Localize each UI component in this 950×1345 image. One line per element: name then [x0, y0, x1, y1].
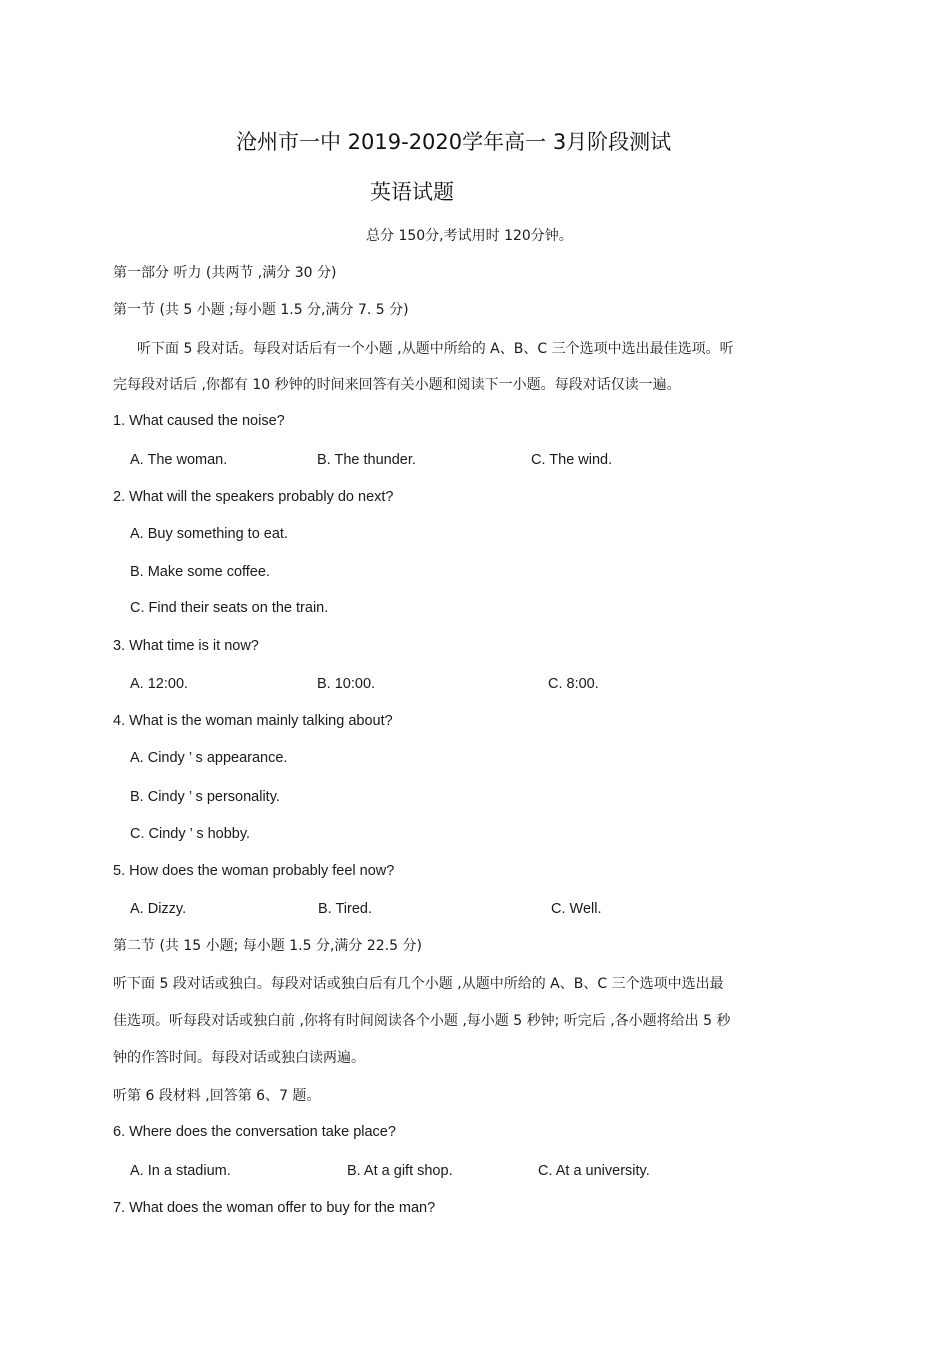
page-subtitle: 英语试题 — [370, 180, 454, 204]
q4-option-b: B. Cindy ’ s personality. — [130, 789, 280, 805]
question-3: 3. What time is it now? — [113, 638, 259, 654]
section1-heading: 第一节 (共 5 小题 ;每小题 1.5 分,满分 7. 5 分) — [113, 302, 409, 318]
q4-option-c: C. Cindy ’ s hobby. — [130, 826, 251, 842]
section2-heading: 第二节 (共 15 小题; 每小题 1.5 分,满分 22.5 分) — [113, 938, 422, 954]
q2-option-c: C. Find their seats on the train. — [130, 600, 329, 616]
section2-instruction-line3: 钟的作答时间。每段对话或独白读两遍。 — [113, 1050, 365, 1066]
q6-option-a: A. In a stadium. — [130, 1163, 231, 1179]
page-title: 沧州市一中 2019-2020学年高一 3月阶段测试 — [236, 130, 672, 154]
part1-heading: 第一部分 听力 (共两节 ,满分 30 分) — [113, 265, 337, 281]
material-note: 听第 6 段材料 ,回答第 6、7 题。 — [113, 1088, 321, 1104]
question-6: 6. Where does the conversation take place? — [113, 1124, 396, 1140]
q6-option-b: B. At a gift shop. — [347, 1163, 453, 1179]
q3-option-b: B. 10:00. — [317, 676, 376, 692]
q1-option-a: A. The woman. — [130, 452, 228, 468]
question-1: 1. What caused the noise? — [113, 413, 285, 429]
question-5: 5. How does the woman probably feel now? — [113, 863, 395, 879]
q2-option-b: B. Make some coffee. — [130, 564, 270, 580]
q3-option-a: A. 12:00. — [130, 676, 189, 692]
question-7: 7. What does the woman offer to buy for the man? — [113, 1200, 436, 1216]
q1-option-c: C. The wind. — [531, 452, 613, 468]
q3-option-c: C. 8:00. — [548, 676, 599, 692]
q4-option-a: A. Cindy ’ s appearance. — [130, 750, 288, 766]
q5-option-c: C. Well. — [551, 901, 602, 917]
exam-meta: 总分 150分,考试用时 120分钟。 — [366, 228, 573, 244]
section2-instruction-line2: 佳选项。听每段对话或独白前 ,你将有时间阅读各个小题 ,每小题 5 秒钟; 听完后 ,各小题将给出 5 秒 — [113, 1013, 731, 1029]
q1-option-b: B. The thunder. — [317, 452, 416, 468]
q6-option-c: C. At a university. — [538, 1163, 650, 1179]
question-2: 2. What will the speakers probably do next? — [113, 489, 394, 505]
q2-option-a: A. Buy something to eat. — [130, 526, 288, 542]
section1-instruction-line1: 听下面 5 段对话。每段对话后有一个小题 ,从题中所给的 A、B、C 三个选项中选出最佳选项。听 — [137, 341, 734, 357]
section1-instruction-line2: 完每段对话后 ,你都有 10 秒钟的时间来回答有关小题和阅读下一小题。每段对话仅读一遍。 — [113, 377, 681, 393]
section2-instruction-line1: 听下面 5 段对话或独白。每段对话或独白后有几个小题 ,从题中所给的 A、B、C 三个选项中选出最 — [113, 976, 724, 992]
question-4: 4. What is the woman mainly talking about? — [113, 713, 393, 729]
q5-option-a: A. Dizzy. — [130, 901, 187, 917]
q5-option-b: B. Tired. — [318, 901, 372, 917]
